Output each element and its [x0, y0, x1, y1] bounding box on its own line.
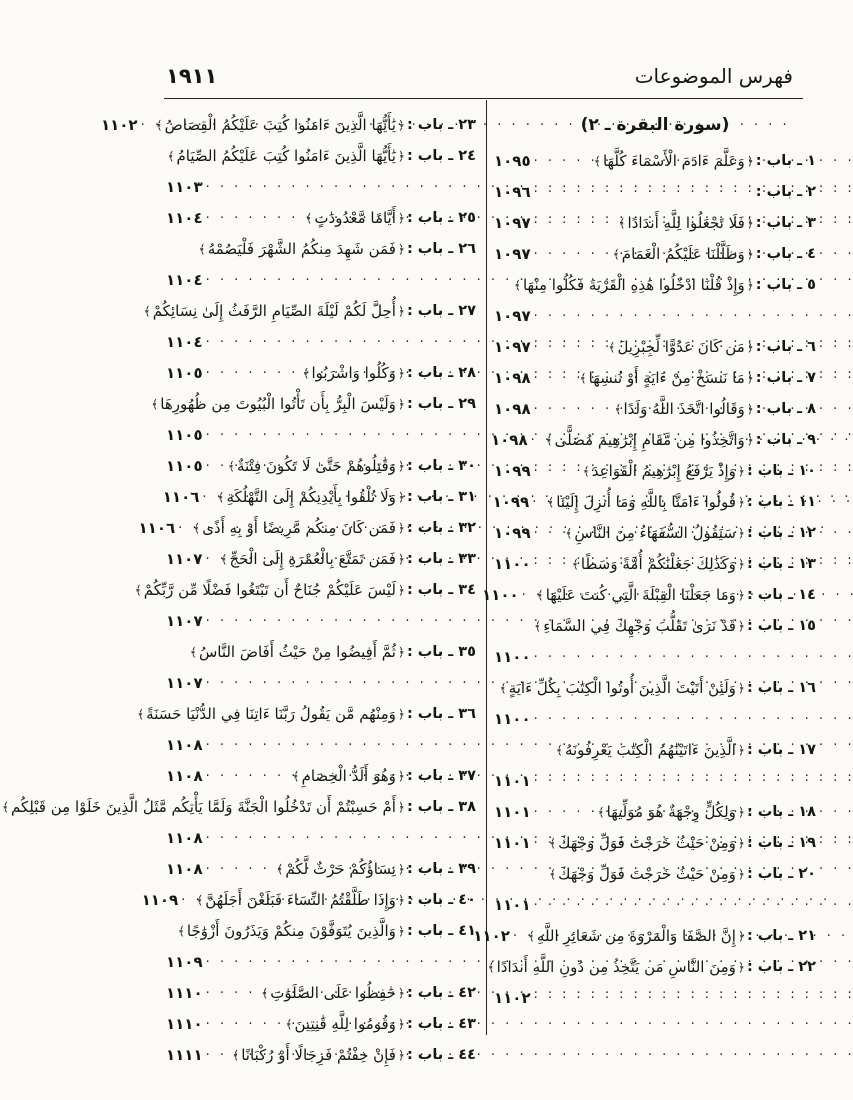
entry-label: ٤٣ ـ باب :: [406, 1016, 476, 1032]
index-entry: [138, 513, 476, 544]
leader-dots: [203, 668, 430, 699]
ornate-bracket-open: ﴿: [746, 216, 754, 230]
index-entry: [166, 358, 476, 389]
ornate-bracket-open: ﴿: [397, 397, 405, 411]
entry-label: ٢٥ ـ باب :: [406, 210, 476, 226]
entry-label: ٣٥ ـ باب :: [406, 644, 476, 660]
ornate-bracket-open: ﴿: [746, 247, 754, 261]
leader-dots: [203, 172, 430, 203]
ornate-bracket-close: ﴾: [555, 743, 563, 757]
entry-verse: حَٰفِظُوا عَلَى الصَّلَوَٰتِ: [270, 984, 396, 1002]
index-entry: [166, 761, 476, 792]
ornate-bracket-open: ﴿: [737, 681, 745, 695]
ornate-bracket-open: ﴿: [397, 490, 405, 504]
index-entry: [494, 239, 816, 270]
ornate-bracket-open: ﴿: [737, 960, 745, 974]
ornate-bracket-open: ﴿: [397, 986, 405, 1000]
entry-page-number: ١٠٩٧: [494, 245, 531, 263]
entry-verse: يَٰأَيُّهَا الَّذِينَ ءَامَنُوا كُتِبَ عَلَيْكُمُ الصِّيَامُ: [176, 147, 396, 165]
entry-verse: مَا نَنسَخْ مِنْ ءَايَةٍ أَوْ نُنسِهَا: [588, 369, 745, 387]
ornate-bracket-open: ﴿: [746, 278, 754, 292]
index-entry: [482, 580, 816, 611]
entry-page-number: ١٠٩٧: [494, 338, 531, 356]
ornate-bracket-close: ﴾: [155, 118, 163, 132]
entry-page-number: ١١٠٧: [166, 612, 203, 630]
ornate-bracket-open: ﴿: [397, 459, 405, 473]
entry-label: ١٠ ـ باب :: [746, 463, 816, 479]
leader-dots: [203, 1009, 284, 1040]
entry-page-number: ١١١١: [166, 1046, 203, 1064]
entry-page-number: ١١٠٥: [166, 426, 203, 444]
entry-page-number: ١١٠١: [494, 834, 531, 852]
entry-page-number: ١١٠١: [494, 772, 531, 790]
index-entry: [151, 389, 476, 451]
ornate-bracket-close: ﴾: [193, 521, 201, 535]
ornate-bracket-close: ﴾: [593, 154, 601, 168]
entry-page-number: ١١١٠: [166, 984, 203, 1002]
ornate-bracket-open: ﴿: [397, 118, 405, 132]
leader-dots: [203, 730, 430, 761]
entry-page-number: ١١٠٤: [166, 209, 203, 227]
index-entry: [166, 854, 476, 885]
entry-verse: أَمْ حَسِبْتُمْ أَن تَدْخُلُوا الْجَنَّةَ وَلَمَّا يَأْتِكُم مَّثَلُ الَّذِينَ خَلَوْا مِن قَبْلِكُم: [11, 798, 396, 816]
index-entry: [166, 978, 476, 1009]
entry-label: ٢ ـ باب :: [755, 184, 816, 200]
entry-page-number: ١١٠١: [494, 896, 531, 914]
ornate-bracket-open: ﴿: [746, 154, 754, 168]
entry-verse: وَمِنْ حَيْثُ خَرَجْتَ فَوَلِّ وَجْهَكَ: [558, 865, 736, 883]
entry-label: ٥ ـ باب :: [755, 277, 816, 293]
entry-label: ٣٣ ـ باب :: [406, 551, 476, 567]
ornate-bracket-open: ﴿: [397, 1048, 405, 1062]
entry-page-number: ١١٠٦: [138, 519, 176, 537]
entry-verse: فَمَن كَانَ مِنكُم مَّرِيضًا أَوْ بِهِ أَذًى: [202, 519, 396, 537]
ornate-bracket-open: ﴿: [737, 743, 745, 757]
entry-page-number: ١١٠٢: [494, 989, 531, 1007]
ornate-bracket-open: ﴿: [737, 526, 745, 540]
ornate-bracket-close: ﴾: [547, 495, 555, 509]
index-entry: [473, 921, 816, 952]
ornate-bracket-close: ﴾: [536, 588, 544, 602]
leader-dots: [203, 854, 275, 885]
entry-page-number: ١١٠٢: [100, 116, 138, 134]
page-title: فهرس الموضوعات: [634, 64, 793, 88]
entry-label: ١٥ ـ باب :: [746, 618, 816, 634]
ornate-bracket-close: ﴾: [134, 583, 142, 597]
index-entry: [166, 637, 476, 699]
leader-dots: [531, 394, 613, 425]
leader-dots: [203, 358, 301, 389]
leader-dots: [531, 797, 596, 828]
entry-label: ٣٢ ـ باب :: [406, 520, 476, 536]
entry-page-number: ١١٠٨: [166, 829, 203, 847]
index-entry: [134, 575, 476, 637]
entry-verse: وَقَٰتِلُوهُمْ حَتَّىٰ لَا تَكُونَ فِتْنَةٌ: [236, 457, 396, 475]
leader-dots: [178, 885, 194, 916]
ornate-bracket-open: ﴿: [397, 149, 405, 163]
ornate-bracket-open: ﴿: [737, 619, 745, 633]
leader-dots: [519, 580, 535, 611]
leader-dots: [203, 265, 430, 296]
entry-verse: نِسَاؤُكُمْ حَرْثٌ لَّكُمْ: [285, 860, 396, 878]
entry-page-number: ١١٠٧: [165, 550, 203, 568]
entry-label: ٢٢ ـ باب :: [746, 959, 816, 975]
entry-label: ١٧ ـ باب :: [746, 742, 816, 758]
entry-verse: وَلَئِنْ أَتَيْتَ الَّذِينَ أُوتُوا الْكِتَٰبَ بِكُلِّ ءَايَةٍ: [508, 679, 736, 697]
entry-label: ٢١ ـ باب :: [746, 928, 816, 944]
ornate-bracket-close: ﴾: [582, 464, 590, 478]
entry-verse: قَدْ نَرَىٰ تَقَلُّبَ وَجْهِكَ فِي السَّمَاءِ: [543, 617, 736, 635]
leader-dots: [531, 642, 770, 673]
index-entry: [166, 916, 476, 978]
leader-dots: [203, 420, 430, 451]
entry-verse: وَلِكُلٍّ وِجْهَةٌ هُوَ مُوَلِّيهَا: [606, 803, 736, 821]
entry-verse: وَإِذَا طَلَّقْتُمُ النِّسَاءَ فَبَلَغْنَ أَجَلَهُنَّ: [205, 891, 396, 909]
entry-verse: وَمِنَ النَّاسِ مَن يَتَّخِذُ مِن دُونِ اللَّهِ أَندَادًا: [496, 958, 736, 976]
ornate-bracket-open: ﴿: [737, 836, 745, 850]
entry-verse: وَالَّذِينَ يُتَوَفَّوْنَ مِنكُمْ وَيَذَرُونَ أَزْوَٰجًا: [186, 922, 396, 940]
entry-label: ٢٧ ـ باب :: [406, 303, 476, 319]
right-column: [473, 110, 816, 1030]
entry-verse: وَظَلَّلْنَا عَلَيْكُمُ الْغَمَامَ: [621, 245, 745, 263]
entry-page-number: ١١٠٦: [162, 488, 200, 506]
entry-page-number: ١١٠٥: [166, 364, 203, 382]
entry-verse: قُولُوا ءَامَنَّا بِاللَّهِ وَمَا أُنزِلَ إِلَيْنَا: [556, 493, 736, 511]
ornate-bracket-close: ﴾: [513, 278, 521, 292]
ornate-bracket-close: ﴾: [565, 526, 573, 540]
entry-page-number: ١١٠٩: [141, 891, 179, 909]
ornate-bracket-open: ﴿: [746, 371, 754, 385]
ornate-bracket-close: ﴾: [618, 216, 626, 230]
entry-page-number: ١١٠٩: [166, 953, 203, 971]
entry-page-number: ١٠٩٩: [494, 462, 531, 480]
ornate-bracket-open: ﴿: [397, 707, 405, 721]
entry-page-number: ١٠٩٨: [494, 400, 531, 418]
entry-page-number: ١١٠٢: [473, 927, 510, 945]
entry-label: ٨ ـ باب :: [755, 401, 816, 417]
entry-verse: وَاتَّخِذُوا مِن مَّقَامِ إِبْرَٰهِيمَ مُصَلًّى: [554, 431, 745, 449]
entry-verse: وَمِنْ حَيْثُ خَرَجْتَ فَوَلِّ وَجْهَكَ: [558, 834, 736, 852]
ornate-bracket-open: ﴿: [397, 1017, 405, 1031]
entry-label: ٤٢ ـ باب :: [406, 985, 476, 1001]
leader-dots: [203, 451, 226, 482]
entry-label: ١٨ ـ باب :: [746, 804, 816, 820]
ornate-bracket-open: ﴿: [397, 304, 405, 318]
entry-page-number: ١١٠٧: [166, 674, 203, 692]
entry-page-number: ١١١٠: [166, 1015, 203, 1033]
entry-verse: الَّذِينَ ءَاتَيْنَٰهُمُ الْكِتَٰبَ يَعْرِفُونَهُ: [564, 741, 736, 759]
entry-verse: وَلَيْسَ الْبِرُّ بِأَن تَأْتُوا الْبُيُوتَ مِن ظُهُورِهَا: [160, 395, 396, 413]
page-number: ١٩١١: [166, 64, 218, 88]
entry-label: ٧ ـ باب :: [755, 370, 816, 386]
left-entry-list: [2, 110, 476, 1071]
ornate-bracket-open: ﴿: [397, 924, 405, 938]
entry-verse: أُحِلَّ لَكُمْ لَيْلَةَ الصِّيَامِ الرَّفَثُ إِلَىٰ نِسَائِكُمْ: [152, 302, 396, 320]
leader-dots: [203, 327, 430, 358]
ornate-bracket-close: ﴾: [285, 1017, 293, 1031]
leader-dots: [175, 513, 191, 544]
ornate-bracket-open: ﴿: [397, 211, 405, 225]
ornate-bracket-open: ﴿: [746, 402, 754, 416]
entry-label: ٣١ ـ باب :: [406, 489, 476, 505]
ornate-bracket-open: ﴿: [737, 464, 745, 478]
entry-verse: إِنَّ الصَّفَا وَالْمَرْوَةَ مِن شَعَائِرِ اللَّهِ: [536, 927, 736, 945]
ornate-bracket-close: ﴾: [151, 397, 159, 411]
entry-label: ٤٠ ـ باب :: [406, 892, 476, 908]
index-entry: [166, 1009, 476, 1040]
entry-verse: وَكَذَٰلِكَ جَعَلْنَٰكُمْ أُمَّةً وَسَطًا: [580, 555, 736, 573]
entry-verse: وَإِذْ يَرْفَعُ إِبْرَٰهِيمُ الْقَوَاعِدَ: [591, 462, 736, 480]
ornate-bracket-close: ﴾: [614, 402, 622, 416]
entry-label: ٢٦ ـ باب :: [406, 241, 476, 257]
ornate-bracket-open: ﴿: [737, 557, 745, 571]
ornate-bracket-open: ﴿: [737, 495, 745, 509]
index-entry: [166, 544, 476, 575]
ornate-bracket-close: ﴾: [232, 1048, 240, 1062]
entry-page-number: ١١٠٤: [166, 333, 203, 351]
ornate-bracket-open: ﴿: [737, 867, 745, 881]
entry-page-number: ١١٠٤: [166, 271, 203, 289]
entry-verse: وَقَالُوا اتَّخَذَ اللَّهُ وَلَدًا: [623, 400, 745, 418]
leader-dots: [203, 947, 430, 978]
ornate-bracket-close: ﴾: [227, 459, 235, 473]
entry-page-number: ١٠٩٨: [490, 431, 528, 449]
index-entry: [494, 146, 816, 177]
entry-verse: لَيْسَ عَلَيْكُمْ جُنَاحٌ أَن تَبْتَغُوا فَضْلًا مِّن رَّبِّكُمْ: [143, 581, 396, 599]
ornate-bracket-open: ﴿: [397, 862, 405, 876]
entry-label: ٣٠ ـ باب :: [406, 458, 476, 474]
ornate-bracket-close: ﴾: [549, 836, 557, 850]
leader-dots: [531, 146, 592, 177]
entry-verse: مَن كَانَ عَدُوًّا لِّجِبْرِيلَ: [617, 338, 745, 356]
index-entry: [2, 792, 476, 854]
entry-label: ١٤ ـ باب :: [746, 587, 816, 603]
entry-page-number: ١٠٩٩: [494, 524, 531, 542]
ornate-bracket-open: ﴿: [746, 433, 754, 447]
entry-page-number: ١١٠٠: [494, 710, 531, 728]
index-entry: [143, 296, 476, 358]
leader-dots: [203, 978, 260, 1009]
entry-label: ٣ ـ باب :: [755, 215, 816, 231]
entry-verse: وَمِنْهُم مَّن يَقُولُ رَبَّنَا ءَاتِنَا فِي الدُّنْيَا حَسَنَةً: [146, 705, 396, 723]
entry-page-number: ١١٠٠: [494, 555, 531, 573]
entry-label: ٩ ـ باب :: [755, 432, 816, 448]
entry-verse: فَإِنْ خِفْتُمْ فَرِجَالًا أَوْ رُكْبَانًا: [241, 1046, 396, 1064]
entry-page-number: ١١٠٣: [166, 178, 203, 196]
leader-dots: [203, 203, 304, 234]
ornate-bracket-close: ﴾: [196, 893, 204, 907]
ornate-bracket-close: ﴾: [2, 800, 10, 814]
ornate-bracket-close: ﴾: [305, 211, 313, 225]
leader-dots: [531, 239, 611, 270]
entry-page-number: ١٠٩٧: [494, 214, 531, 232]
entry-page-number: ١٠٩٨: [494, 369, 531, 387]
entry-verse: سَيَقُولُ السُّفَهَاءُ مِنَ النَّاسِ: [574, 524, 736, 542]
ornate-bracket-close: ﴾: [217, 490, 225, 504]
leader-dots: [203, 606, 430, 637]
entry-verse: وَقُومُوا لِلَّهِ قَٰنِتِينَ: [294, 1015, 396, 1033]
index-page: [2, 0, 853, 1100]
entry-label: ٤ ـ باب :: [755, 246, 816, 262]
entry-label: ٣٨ ـ باب :: [406, 799, 476, 815]
leader-dots: [203, 1040, 231, 1071]
surah-heading: (سورة البقرة ـ ٢): [580, 115, 730, 135]
leader-dots: [510, 921, 526, 952]
ornate-bracket-close: ﴾: [143, 304, 151, 318]
ornate-bracket-close: ﴾: [292, 769, 300, 783]
entry-page-number: ١٠٩٥: [494, 152, 531, 170]
ornate-bracket-open: ﴿: [397, 521, 405, 535]
entry-label: ٣٤ ـ باب :: [406, 582, 476, 598]
entry-label: ١١ ـ باب :: [746, 494, 816, 510]
ornate-bracket-open: ﴿: [397, 893, 405, 907]
index-entry: [137, 699, 476, 761]
ornate-bracket-close: ﴾: [487, 960, 495, 974]
index-entry: [100, 110, 476, 141]
entry-label: ١٦ ـ باب :: [746, 680, 816, 696]
leader-dots: [203, 823, 430, 854]
leader-dots: [531, 301, 770, 332]
entry-label: ٤١ ـ باب :: [406, 923, 476, 939]
ornate-bracket-open: ﴿: [397, 645, 405, 659]
entry-label: ٢٣ ـ باب :: [406, 117, 476, 133]
entry-page-number: ١١٠٨: [166, 860, 203, 878]
ornate-bracket-close: ﴾: [167, 149, 175, 163]
ornate-bracket-open: ﴿: [737, 805, 745, 819]
entry-label: ٢٠ ـ باب :: [746, 866, 816, 882]
left-column: [2, 110, 476, 1064]
entry-page-number: ١١٠٨: [166, 736, 203, 754]
entry-label: ٢٨ ـ باب :: [406, 365, 476, 381]
entry-label: ١٢ ـ باب :: [746, 525, 816, 541]
entry-page-number: ١١٠١: [494, 803, 531, 821]
leader-dots: [199, 482, 215, 513]
index-entry: [494, 394, 816, 425]
entry-label: ٢٤ ـ باب :: [406, 148, 476, 164]
index-entry: [166, 451, 476, 482]
ornate-bracket-close: ﴾: [527, 929, 535, 943]
ornate-bracket-close: ﴾: [137, 707, 145, 721]
ornate-bracket-open: ﴿: [397, 769, 405, 783]
ornate-bracket-close: ﴾: [499, 681, 507, 695]
entry-page-number: ١١٠٨: [166, 767, 203, 785]
ornate-bracket-close: ﴾: [198, 242, 206, 256]
entry-label: ٣٦ ـ باب :: [406, 706, 476, 722]
entry-verse: فَمَن تَمَتَّعَ بِالْعُمْرَةِ إِلَى الْحَجِّ: [229, 550, 396, 568]
entry-label: ٦ ـ باب :: [755, 339, 816, 355]
ornate-bracket-close: ﴾: [534, 619, 542, 633]
index-entry: [141, 885, 476, 916]
entry-verse: وَلَا تُلْقُوا بِأَيْدِيكُمْ إِلَى التَّهْلُكَةِ: [226, 488, 396, 506]
entry-page-number: ١٠٩٩: [492, 493, 530, 511]
entry-verse: وَعَلَّمَ ءَادَمَ الْأَسْمَاءَ كُلَّهَا: [602, 152, 745, 170]
ornate-bracket-open: ﴿: [397, 800, 405, 814]
entry-page-number: ١١٠٠: [494, 648, 531, 666]
entry-page-number: ١١٠٥: [166, 457, 203, 475]
entry-verse: ثُمَّ أَفِيضُوا مِنْ حَيْثُ أَفَاضَ النَّاسُ: [198, 643, 396, 661]
entry-verse: أَيَّامًا مَّعْدُودَٰتٍ: [314, 209, 396, 227]
ornate-bracket-open: ﴿: [737, 929, 745, 943]
entry-page-number: ١٠٩٦: [494, 183, 531, 201]
header-rule: [164, 98, 803, 99]
ornate-bracket-close: ﴾: [612, 247, 620, 261]
index-entry: [166, 141, 476, 203]
ornate-bracket-close: ﴾: [189, 645, 197, 659]
leader-dots: [531, 704, 770, 735]
ornate-bracket-close: ﴾: [549, 867, 557, 881]
index-entry: [166, 1040, 476, 1071]
leader-dots: [203, 761, 291, 792]
ornate-bracket-close: ﴾: [608, 340, 616, 354]
ornate-bracket-close: ﴾: [545, 433, 553, 447]
entry-verse: وَمَا جَعَلْنَا الْقِبْلَةَ الَّتِي كُنتَ عَلَيْهَا: [545, 586, 736, 604]
ornate-bracket-open: ﴿: [397, 552, 405, 566]
entry-label: ٣٩ ـ باب :: [406, 861, 476, 877]
entry-verse: يَٰأَيُّهَا الَّذِينَ ءَامَنُوا كُتِبَ عَلَيْكُمُ الْقِصَاصُ: [164, 116, 396, 134]
ornate-bracket-close: ﴾: [220, 552, 228, 566]
ornate-bracket-open: ﴿: [397, 242, 405, 256]
ornate-bracket-close: ﴾: [579, 371, 587, 385]
entry-label: ٣٧ ـ باب :: [406, 768, 476, 784]
entry-label: ١٣ ـ باب :: [746, 556, 816, 572]
leader-dots: [138, 110, 154, 141]
ornate-bracket-close: ﴾: [571, 557, 579, 571]
entry-page-number: ١٠٩٧: [494, 307, 531, 325]
index-entry: [166, 234, 476, 296]
entry-verse: وَكُلُوا وَاشْرَبُوا: [311, 364, 396, 382]
ornate-bracket-open: ﴿: [746, 340, 754, 354]
ornate-bracket-open: ﴿: [397, 583, 405, 597]
index-entry: [162, 482, 476, 513]
entry-verse: وَإِذْ قُلْنَا ادْخُلُوا هَٰذِهِ الْقَرْيَةَ فَكُلُوا مِنْهَا: [522, 276, 745, 294]
ornate-bracket-close: ﴾: [597, 805, 605, 819]
entry-verse: فَلَا تَجْعَلُوا لِلَّهِ أَندَادًا: [627, 214, 745, 232]
ornate-bracket-close: ﴾: [177, 924, 185, 938]
entry-label: ٢٩ ـ باب :: [406, 396, 476, 412]
entry-verse: وَهُوَ أَلَدُّ الْخِصَامِ: [301, 767, 396, 785]
ornate-bracket-open: ﴿: [397, 366, 405, 380]
ornate-bracket-close: ﴾: [302, 366, 310, 380]
ornate-bracket-close: ﴾: [261, 986, 269, 1000]
ornate-bracket-open: ﴿: [737, 588, 745, 602]
index-entry: [166, 203, 476, 234]
entry-label: ١٩ ـ باب :: [746, 835, 816, 851]
leader-dots: [202, 544, 218, 575]
index-entry: [494, 797, 816, 828]
entry-verse: فَمَن شَهِدَ مِنكُمُ الشَّهْرَ فَلْيَصُمْهُ: [207, 240, 396, 258]
entry-label: ٤٤ ـ باب :: [406, 1047, 476, 1063]
entry-page-number: ١١٠٠: [482, 586, 519, 604]
ornate-bracket-close: ﴾: [276, 862, 284, 876]
entry-label: ١ ـ باب :: [755, 153, 816, 169]
